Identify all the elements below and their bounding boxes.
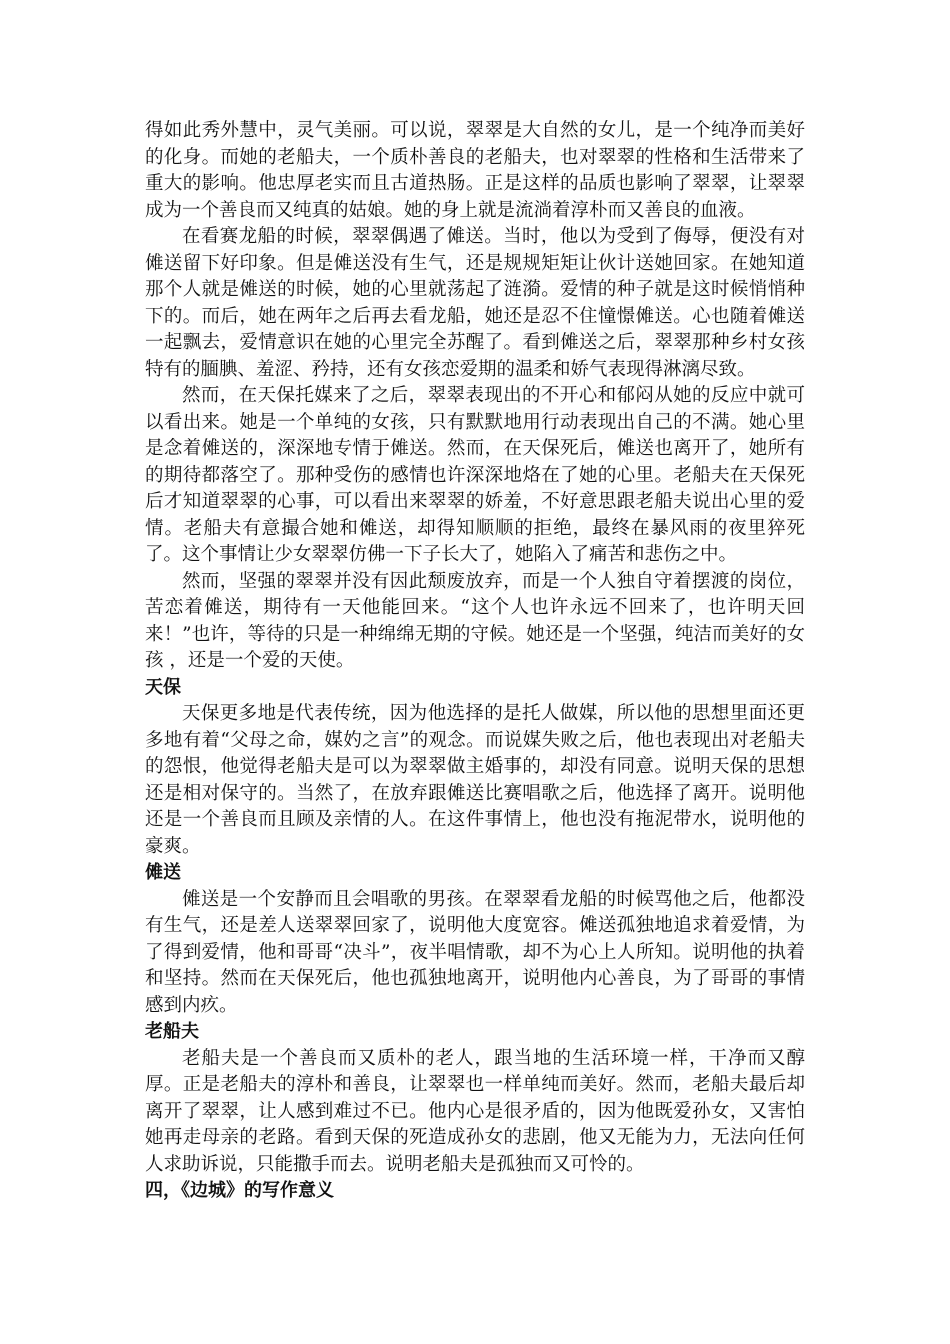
section-heading-writing-significance: 四，《边城》的写作意义	[145, 1180, 334, 1201]
paragraph-old-boatman: 老船夫是一个善良而又质朴的老人，跟当地的生活环境一样，干净而又醇厚。正是老船夫的淳朴和善良，让翠翠也一样单纯而美好。然而，老船夫最后却离开了翠翠，让人感到难过不已。他内心是很矛盾的，因为他既爱孙女，又害怕她再走母亲的老路。看到天保的死造成孙女的悲剧，他又无能为力，无法向任何人求助诉说，只能撒手而去。说明老船夫是孤独而又可怜的。	[145, 1047, 805, 1175]
section-heading-old-boatman: 老船夫	[145, 1021, 199, 1042]
paragraph-cuicui-meets-nuosong: 在看赛龙船的时候，翠翠偶遇了傩送。当时，他以为受到了侮辱，便没有对傩送留下好印象。但是傩送没有生气，还是规规矩矩让伙计送她回家。在她知道那个人就是傩送的时候，她的心里就荡起了涟漪。爱情的种子就是这时候悄悄种下的。而后，她在两年之后再去看龙船，她还是忍不住憧憬傩送。心也随着傩送一起飘去，爱情意识在她的心里完全苏醒了。看到傩送之后，翠翠那种乡村女孩特有的腼腆、羞涩、矜持，还有女孩恋爱期的温柔和娇气表现得淋漓尽致。	[145, 226, 805, 380]
document-page	[145, 118, 805, 1205]
paragraph-cuicui-waiting: 然而，坚强的翠翠并没有因此颓废放弃，而是一个人独自守着摆渡的岗位，苦恋着傩送，期待有一天他能回来。“这个人也许永远不回来了，也许明天回来！”也许，等待的只是一种绵绵无期的守候。她还是一个坚强，纯洁而美好的女孩 ，还是一个爱的天使。	[145, 570, 805, 671]
section-heading-nuosong: 傩送	[145, 862, 181, 883]
paragraph-cuicui-nature: 得如此秀外慧中，灵气美丽。可以说，翠翠是大自然的女儿，是一个纯净而美好的化身。而她的老船夫，一个质朴善良的老船夫，也对翠翠的性格和生活带来了重大的影响。他忠厚老实而且古道热肠。正是这样的品质也影响了翠翠，让翠翠成为一个善良而又纯真的姑娘。她的身上就是流淌着淳朴而又善良的血液。	[145, 120, 805, 221]
paragraph-nuosong: 傩送是一个安静而且会唱歌的男孩。在翠翠看龙船的时候骂他之后，他都没有生气，还是差人送翠翠回家了，说明他大度宽容。傩送孤独地追求着爱情，为了得到爱情，他和哥哥“决斗”，夜半唱情歌，却不为心上人所知。说明他的执着和坚持。然而在天保死后，他也孤独地离开，说明他内心善良，为了哥哥的事情感到内疚。	[145, 888, 805, 1016]
section-heading-tianbao: 天保	[145, 676, 181, 698]
paragraph-tianbao: 天保更多地是代表传统，因为他选择的是托人做媒，所以他的思想里面还更多地有着“父母之命，媒妁之言”的观念。而说媒失败之后，他也表现出对老船夫的怨恨，他觉得老船夫是可以为翠翠做主婚事的，却没有同意。说明天保的思想还是相对保守的。当然了，在放弃跟傩送比赛唱歌之后，他选择了离开。说明他还是一个善良而且顾及亲情的人。在这件事情上，他也没有拖泥带水，说明他的豪爽。	[145, 703, 805, 857]
paragraph-cuicui-after-tianbao: 然而，在天保托媒来了之后，翠翠表现出的不开心和郁闷从她的反应中就可以看出来。她是一个单纯的女孩，只有默默地用行动表现出自己的不满。她心里是念着傩送的，深深地专情于傩送。然而，在天保死后，傩送也离开了，她所有的期待都落空了。那种受伤的感情也许深深地烙在了她的心里。老船夫在天保死后才知道翠翠的心事，可以看出来翠翠的娇羞，不好意思跟老船夫说出心里的爱情。老船夫有意撮合她和傩送，却得知顺顺的拒绝，最终在暴风雨的夜里猝死了。这个事情让少女翠翠仿佛一下子长大了，她陷入了痛苦和悲伤之中。	[145, 385, 805, 565]
